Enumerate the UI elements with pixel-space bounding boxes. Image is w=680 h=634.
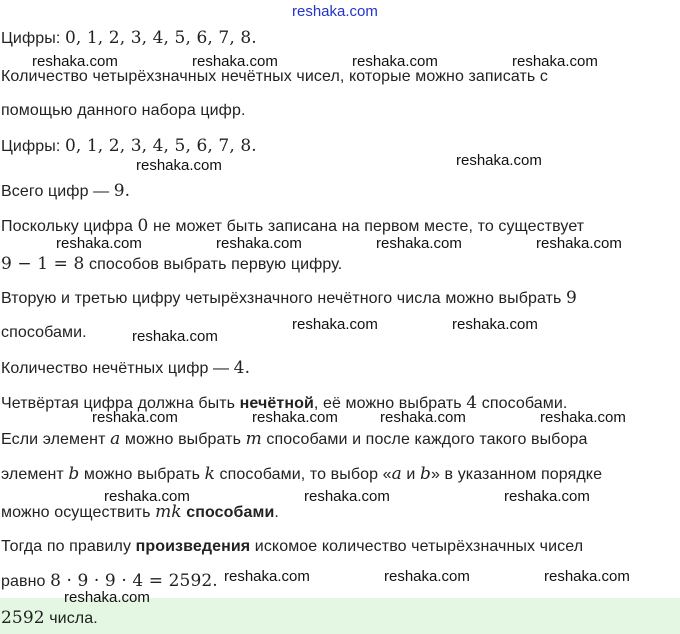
math: 9 [566,288,577,308]
text: Четвёртая цифра должна быть [1,395,240,412]
math: 4. [233,358,251,378]
first-digit-line-1 [1,216,584,237]
text: можно выбрать [79,466,205,483]
watermark-top: reshaka.com [292,3,378,20]
watermark: reshaka.com [32,53,118,70]
digits-prefix: Цифры: [1,138,65,155]
product-line-1 [1,537,583,557]
math: a [391,464,402,484]
text: равно [1,573,51,590]
text: способами. [477,395,568,412]
math: mk [155,502,182,522]
watermark: reshaka.com [216,235,302,252]
digits-math: 0, 1, 2, 3, 4, 5, 6, 7, 8. [64,136,257,156]
text: Если элемент [1,431,111,448]
math: m [245,429,262,449]
text: , её можно выбрать [313,395,467,412]
math: 9. [113,181,131,201]
watermark: reshaka.com [132,328,218,345]
watermark: reshaka.com [540,409,626,426]
rule-line-3 [1,502,279,523]
bold-text: способами [186,504,275,521]
middle-digits-line-2: способами. [1,324,87,341]
digits-math: 0, 1, 2, 3, 4, 5, 6, 7, 8. [64,28,257,48]
watermark: reshaka.com [504,488,590,505]
watermark: reshaka.com [224,568,310,585]
text: числа. [44,610,98,627]
watermark: reshaka.com [64,589,150,606]
watermark: reshaka.com [56,235,142,252]
rule-line-1 [1,429,587,450]
task-line-2: помощью данного набора цифр. [1,102,246,119]
text: элемент [1,466,69,483]
watermark: reshaka.com [192,53,278,70]
text: » в указанном порядке [431,466,603,483]
watermark: reshaka.com [104,488,190,505]
text: способами и после каждого такого выбора [261,431,588,448]
text: искомое количество четырёхзначных чисел [250,538,584,555]
math: 2592 [1,608,45,628]
answer-text [1,608,98,629]
watermark: reshaka.com [352,53,438,70]
watermark: reshaka.com [136,157,222,174]
watermark: reshaka.com [376,235,462,252]
math: k [204,464,216,484]
watermark: reshaka.com [544,568,630,585]
watermark: reshaka.com [92,409,178,426]
digits-prefix: Цифры: [1,30,65,47]
watermark: reshaka.com [292,316,378,333]
watermark: reshaka.com [536,235,622,252]
watermark: reshaka.com [252,409,338,426]
math: 8 · 9 · 9 · 4 = 2592. [50,571,218,591]
text: способов выбрать первую цифру. [84,256,343,273]
middle-digits-line-1 [1,288,577,309]
math: b [68,464,80,484]
digits-line-1 [1,28,257,49]
text: Тогда по правилу [1,538,136,555]
watermark: reshaka.com [384,568,470,585]
text: Вторую и третью цифру четырёхзначного нечётного числа можно выбрать [1,290,567,307]
math: a [110,429,121,449]
watermark: reshaka.com [512,53,598,70]
text: . [274,504,279,521]
text: можно осуществить [1,504,156,521]
odd-count-line [1,358,250,379]
text: и [401,466,421,483]
watermark: reshaka.com [304,488,390,505]
text: Всего цифр — [1,183,114,200]
bold-text: нечётной [239,395,314,412]
bold-text: произведения [135,538,251,555]
text: Поскольку цифра [1,218,138,235]
total-digits-line [1,181,130,202]
text: способами, то выбор « [215,466,392,483]
watermark: reshaka.com [456,152,542,169]
rule-line-2 [1,464,602,485]
digits-line-2 [1,136,257,157]
math: b [420,464,431,484]
watermark: reshaka.com [452,316,538,333]
text: можно выбрать [120,431,246,448]
math: 0 [137,216,149,236]
text: Количество нечётных цифр — [1,360,234,377]
first-digit-line-2 [1,254,342,275]
math: 9 − 1 = 8 [1,254,85,274]
math: 4 [466,393,478,413]
task-line-1: Количество четырёхзначных нечётных чисел, которые можно записать с [1,68,548,85]
watermark: reshaka.com [380,409,466,426]
text: не может быть записана на первом месте, то существует [148,218,585,235]
